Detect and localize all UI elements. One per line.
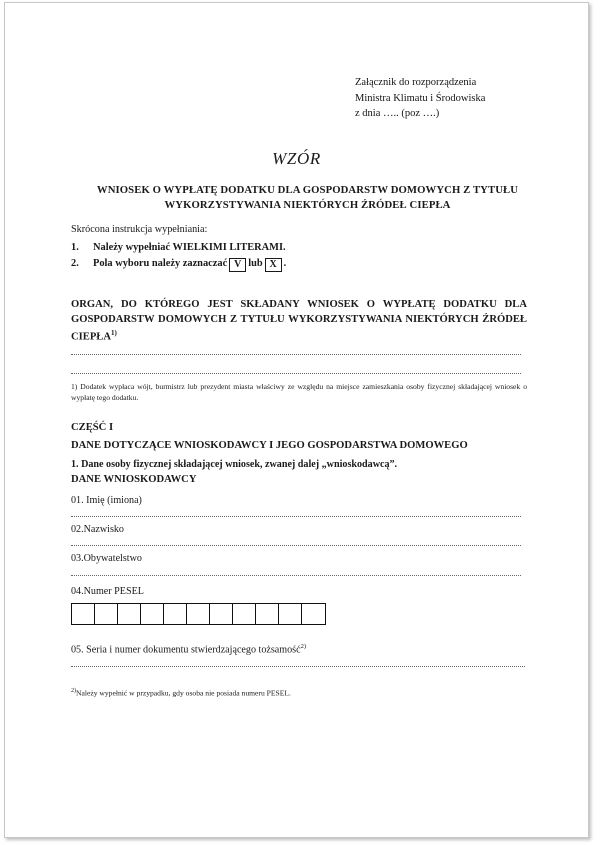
attachment-header [355, 75, 485, 122]
instruction-2-number: 2. [71, 258, 79, 269]
pesel-cell[interactable] [233, 604, 256, 624]
footnote-1: 1) Dodatek wypłaca wójt, burmistrz lub prezydent miasta właściwy ze względu na miejsce zamieszkania osoby fizycznej składającej wniosek o wypłatę tego dodatku. [71, 382, 527, 403]
field-label-obywatelstwo: 03.Obywatelstwo [71, 553, 142, 564]
field-label-nazwisko: 02.Nazwisko [71, 524, 124, 535]
pesel-cell[interactable] [302, 604, 325, 624]
attachment-header-line-2: Ministra Klimatu i Środowiska [355, 92, 486, 104]
applicant-data-heading: DANE WNIOSKODAWCY [71, 474, 197, 485]
field-input-dokument-tozsamosci[interactable] [71, 666, 525, 667]
field-label-dokument-tozsamosci [71, 643, 306, 655]
field-05-footnote-marker: 2) [300, 643, 307, 650]
instruction-2-text [93, 258, 286, 272]
document-page [4, 2, 589, 838]
footnote-2-marker: 2) [71, 688, 76, 694]
footnote-2-text: Należy wypełnić w przypadku, gdy osoba nie posiada numeru PESEL. [76, 688, 291, 698]
instruction-item-2 [71, 258, 491, 272]
part-one-subtitle: DANE DOTYCZĄCE WNIOSKODAWCY I JEGO GOSPODARSTWA DOMOWEGO [71, 440, 468, 451]
organ-answer-line-2[interactable] [71, 373, 521, 374]
field-label-pesel: 04.Numer PESEL [71, 586, 144, 597]
pesel-cell[interactable] [95, 604, 118, 624]
instruction-2-text-before: Pola wyboru należy zaznaczać [93, 258, 228, 269]
pesel-cell[interactable] [72, 604, 95, 624]
pesel-input-grid[interactable] [71, 603, 326, 625]
instruction-2-text-after: . [283, 258, 287, 269]
specimen-mark: WZÓR [272, 149, 321, 168]
instruction-1-text: Należy wypełniać WIELKIMI LITERAMI. [93, 242, 286, 253]
pesel-cell[interactable] [210, 604, 233, 624]
field-input-nazwisko[interactable] [71, 545, 521, 546]
organ-heading-footnote-marker: 1) [111, 328, 117, 337]
organ-section-heading-text: ORGAN, DO KTÓREGO JEST SKŁADANY WNIOSEK O WYPŁATĘ DODATKU DLA GOSPODARSTW DOMOWYCH Z TYTUŁU WYKORZYSTYWANIA NIEKTÓRYCH ŹRÓDEŁ CIEPŁA [71, 299, 527, 343]
pesel-cell[interactable] [118, 604, 141, 624]
pesel-cell[interactable] [279, 604, 302, 624]
cross-tick-box-icon: X [265, 258, 282, 272]
instruction-1-number: 1. [71, 242, 79, 253]
page-title: WNIOSEK O WYPŁATĘ DODATKU DLA GOSPODARSTW DOMOWYCH Z TYTUŁU WYKORZYSTYWANIA NIEKTÓRYCH ŹRÓDEŁ CIEPŁA [96, 184, 519, 212]
attachment-header-line-3: z dnia ….. (poz ….) [355, 108, 440, 120]
instruction-item-1 [71, 242, 491, 253]
document-body [5, 3, 588, 837]
organ-section-heading [71, 297, 527, 345]
footnote-2 [71, 687, 527, 699]
instructions-list [71, 242, 491, 277]
field-input-obywatelstwo[interactable] [71, 575, 521, 576]
field-input-imie[interactable] [71, 516, 521, 517]
part-one-label: CZĘŚĆ I [71, 422, 114, 433]
instruction-2-text-middle: lub [248, 258, 263, 269]
pesel-cell[interactable] [256, 604, 279, 624]
organ-answer-line-1[interactable] [71, 354, 521, 355]
instructions-heading: Skrócona instrukcja wypełniania: [71, 224, 208, 235]
pesel-cell[interactable] [141, 604, 164, 624]
field-label-imie: 01. Imię (imiona) [71, 495, 142, 506]
applicant-intro-text: 1. Dane osoby fizycznej składającej wniosek, zwanej dalej „wnioskodawcą”. [71, 459, 398, 470]
pesel-cell[interactable] [164, 604, 187, 624]
attachment-header-line-1: Załącznik do rozporządzenia [355, 77, 477, 88]
pesel-cell[interactable] [187, 604, 210, 624]
checkmark-tick-box-icon: V [229, 258, 246, 272]
field-label-dokument-text: 05. Seria i numer dokumentu stwierdzającego tożsamość [71, 644, 301, 656]
